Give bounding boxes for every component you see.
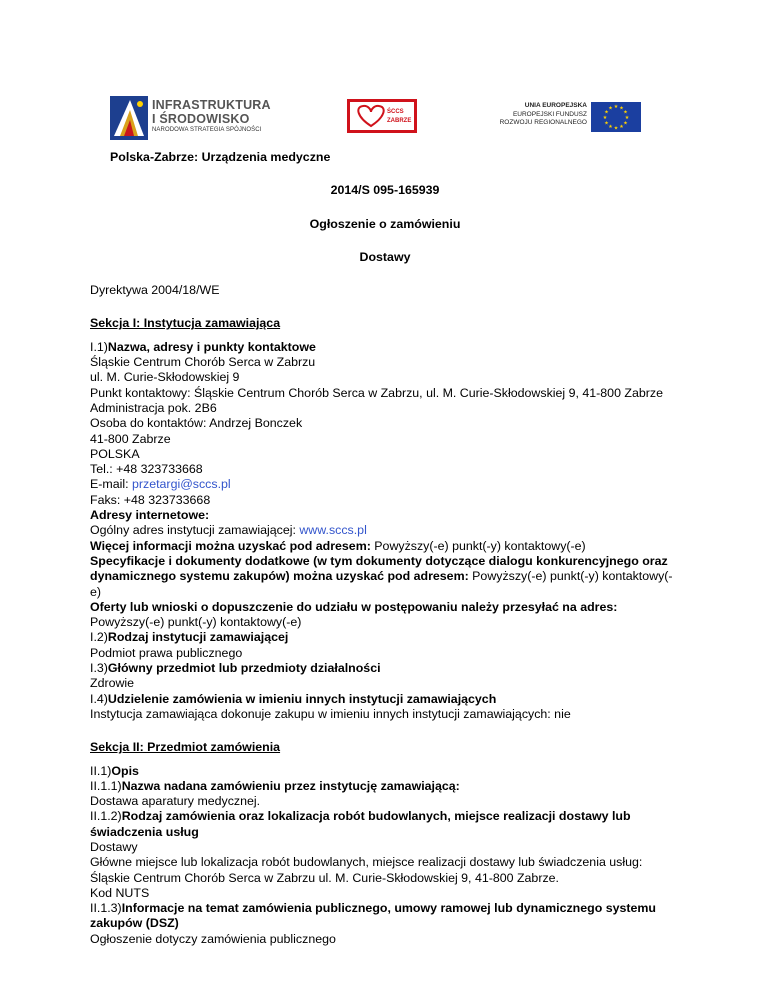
ii13-value: Ogłoszenie dotyczy zamówienia publicznego xyxy=(90,931,336,946)
addr-line-5: Osoba do kontaktów: Andrzej Bonczek xyxy=(90,416,303,431)
offers-value: Powyższy(-e) punkt(-y) kontaktowy(-e) xyxy=(90,615,302,630)
addr-line-8: Tel.: +48 323733668 xyxy=(90,462,203,477)
i3-value: Zdrowie xyxy=(90,676,135,691)
svg-text:★: ★ xyxy=(602,114,608,121)
email-line: E-mail: przetargi@sccs.pl xyxy=(90,477,231,492)
addr-line-2: ul. M. Curie-Skłodowskiej 9 xyxy=(90,370,240,385)
directive: Dyrektywa 2004/18/WE xyxy=(90,283,220,298)
svg-text:★: ★ xyxy=(619,105,624,112)
svg-text:★: ★ xyxy=(623,109,628,116)
infra-logo-line1: INFRASTRUKTURA xyxy=(152,98,271,112)
ii12-line-3: Śląskie Centrum Chorób Serca w Zabrzu ul. M. Curie-Skłodowskiej 9, 41-800 Zabrze. xyxy=(90,870,559,885)
sccs-logo-line1: ŚCCS xyxy=(387,109,404,115)
ii13-heading: II.1.3)Informacje na temat zamówienia publicznego, umowy ramowej lub dynamicznego systemu zakupów (DSZ) xyxy=(90,901,656,931)
eu-logo-line2: EUROPEJSKI FUNDUSZ xyxy=(512,111,587,118)
notice-type: Ogłoszenie o zamówieniu xyxy=(309,216,461,231)
i2-heading: I.2)Rodzaj instytucji zamawiającej xyxy=(90,630,289,645)
svg-text:★: ★ xyxy=(623,120,628,127)
ii12-heading: II.1.2)Rodzaj zamówienia oraz lokalizacja robót budowlanych, miejsce realizacji dostawy lub świadczenia usług xyxy=(90,809,631,839)
more-info-line: Więcej informacji można uzyskać pod adresem: Powyższy(-e) punkt(-y) kontaktowy(-e) xyxy=(90,538,586,553)
general-address-line: Ogólny adres instytucji zamawiającej: www.sccs.pl xyxy=(90,523,367,538)
svg-text:★: ★ xyxy=(604,120,609,127)
ii11-value: Dostawa aparatury medycznej. xyxy=(90,794,261,809)
sccs-heart-icon xyxy=(347,99,417,133)
place-subject: Polska-Zabrze: Urządzenia medyczne xyxy=(110,150,331,164)
sccs-logo-line2: ZABRZE xyxy=(387,118,412,124)
notice-document xyxy=(90,150,680,947)
svg-text:★: ★ xyxy=(613,125,619,132)
i2-value: Podmiot prawa publicznego xyxy=(90,645,243,660)
svg-text:★: ★ xyxy=(624,114,630,121)
svg-text:★: ★ xyxy=(608,105,613,112)
ii12-line-4: Kod NUTS xyxy=(90,885,150,900)
ii1-heading: II.1)Opis xyxy=(90,763,139,778)
addr-line-3: Punkt kontaktowy: Śląskie Centrum Chorób Serca w Zabrzu, ul. M. Curie-Skłodowskiej 9, 41-800 Zabrze xyxy=(90,385,663,400)
eu-logo xyxy=(495,102,645,132)
infrastruktura-logo xyxy=(110,96,280,140)
section-2-heading: Sekcja II: Przedmiot zamówienia xyxy=(90,740,281,755)
spec-line: Specyfikacje i dokumenty dodatkowe (w tym dokumenty dotyczące dialogu konkurencyjnego oraz dynamicznego systemu zakupów) można uzyskać pod adresem: Powyższy(-e) punkt(-y) kontaktowy(-e) xyxy=(90,553,673,599)
eu-flag-icon xyxy=(591,102,641,132)
ii11-heading: II.1.1)Nazwa nadana zamówieniu przez instytucję zamawiającą: xyxy=(90,778,460,793)
addr-line-6: 41-800 Zabrze xyxy=(90,431,171,446)
email-link[interactable]: przetargi@sccs.pl xyxy=(132,477,231,492)
offers-label: Oferty lub wnioski o dopuszczenie do udziału w postępowaniu należy przesyłać na adres: xyxy=(90,599,618,614)
section-1-heading: Sekcja I: Instytucja zamawiająca xyxy=(90,316,281,331)
general-url-link[interactable]: www.sccs.pl xyxy=(299,523,367,538)
infrastruktura-mark-icon xyxy=(110,96,148,140)
ii12-line-1: Dostawy xyxy=(90,839,138,854)
svg-text:★: ★ xyxy=(619,124,624,130)
ii12-line-2: Główne miejsce lub lokalizacja robót budowlanych, miejsce realizacji dostawy lub świadczenia usług: xyxy=(90,855,643,870)
addr-line-7: POLSKA xyxy=(90,446,140,461)
header-logos xyxy=(0,0,768,150)
i4-value: Instytucja zamawiająca dokonuje zakupu w imieniu innych instytucji zamawiających: nie xyxy=(90,706,571,721)
notice-number: 2014/S 095-165939 xyxy=(330,183,440,198)
addr-line-4: Administracja pok. 2B6 xyxy=(90,400,217,415)
eu-logo-line3: ROZWOJU REGIONALNEGO xyxy=(499,119,587,126)
svg-text:★: ★ xyxy=(604,109,609,116)
infra-logo-line2: I ŚRODOWISKO xyxy=(152,112,250,126)
i1-heading: I.1)Nazwa, adresy i punkty kontaktowe xyxy=(90,339,316,354)
fax-line: Faks: +48 323733668 xyxy=(90,492,211,507)
eu-logo-line1: UNIA EUROPEJSKA xyxy=(524,102,587,109)
infra-logo-line3: NARODOWA STRATEGIA SPÓJNOŚCI xyxy=(152,127,262,133)
addr-line-1: Śląskie Centrum Chorób Serca w Zabrzu xyxy=(90,355,316,370)
internet-label: Adresy internetowe: xyxy=(90,508,210,523)
svg-text:★: ★ xyxy=(613,104,619,110)
contract-type: Dostawy xyxy=(359,249,411,264)
i3-heading: I.3)Główny przedmiot lub przedmioty działalności xyxy=(90,661,381,676)
i4-heading: I.4)Udzielenie zamówienia w imieniu innych instytucji zamawiających xyxy=(90,691,497,706)
sccs-logo xyxy=(347,99,417,133)
svg-text:★: ★ xyxy=(608,124,613,130)
